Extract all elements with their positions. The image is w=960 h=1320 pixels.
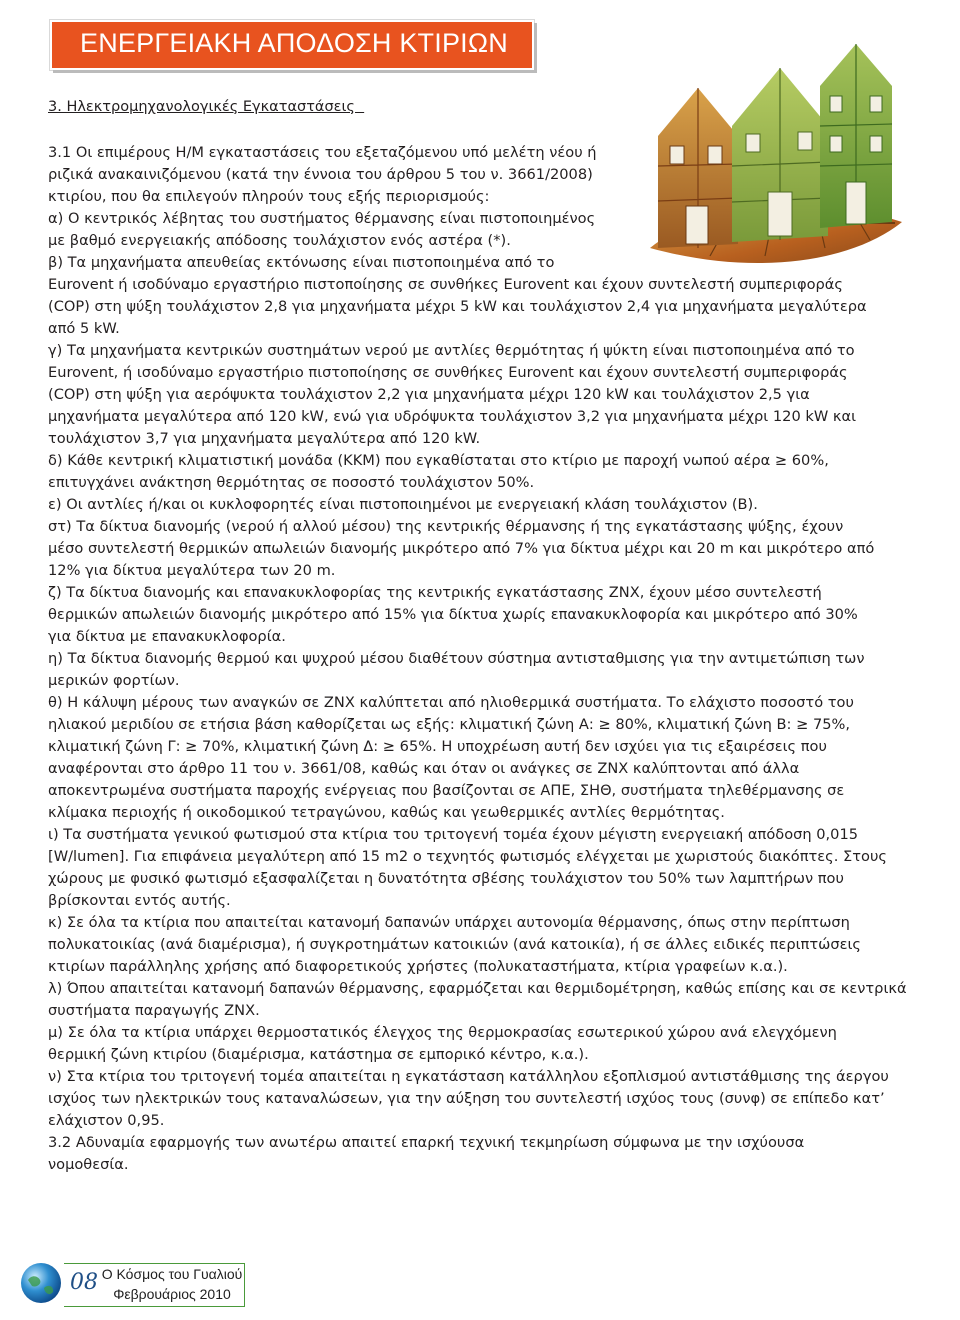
text-line: θερμικών απωλειών διανομής μικρότερο από 15% για δίκτυα χωρίς επανακυκλοφορία και μικρότερο από 30%	[48, 606, 858, 623]
paragraph-th	[48, 692, 854, 824]
text-line: πολυκατοικίας (ανά διαμέρισμα), ή συγκροτημάτων κατοικιών (ανά κατοικία), ή σε άλλες ειδικές περιπτώσεις	[48, 936, 861, 953]
text-line: ισχύος των ηλεκτρικών τους καταναλώσεων, για την αύξηση του συντελεστή ισχύος τους (συνφ) σε επίπεδο κατ’	[48, 1090, 885, 1107]
text-line: νομοθεσία.	[48, 1156, 129, 1173]
text-line: η) Τα δίκτυα διανομής θερμού και ψυχρού μέσου διαθέτουν σύστημα αντισταθμισης για την αντιμετώπιση των	[48, 650, 865, 667]
text-line: συστήματα παραγωγής ΖΝΧ.	[48, 1002, 260, 1019]
text-line: κλίμακα περιοχής ή οικοδομικού τετραγώνου, καθώς και γεωθερμικές αντλίες θερμότητας.	[48, 804, 725, 821]
text-line: με βαθμό ενεργειακής απόδοσης τουλάχιστον ενός αστέρα (*).	[48, 232, 511, 249]
text-line: 12% για δίκτυα μεγαλύτερα των 20 m.	[48, 562, 336, 579]
house-middle	[732, 68, 828, 242]
paragraph-st	[48, 516, 874, 582]
text-line: αποκεντρωμένα συστήματα παροχής ενέργειας που βασίζονται σε ΑΠΕ, ΣΗΘ, συστήματα τηλεθέρμανσης σε	[48, 782, 845, 799]
paragraph-z	[48, 582, 858, 648]
text-line: 3.1 Οι επιμέρους Η/Μ εγκαταστάσεις του εξεταζόμενου υπό μελέτη νέου ή	[48, 144, 597, 161]
text-line: κτιρίων παράλληλης χρήσης από διαφορετικούς χρήστες (πολυκαταστήματα, κτίρια γραφείων κ.α.).	[48, 958, 788, 975]
paragraph-d	[48, 450, 829, 494]
text-line: κλιματική ζώνη Γ: ≥ 70%, κλιματική ζώνη Δ: ≥ 65%. Η υποχρέωση αυτή δεν ισχύει για τις εξαιρέσεις που	[48, 738, 827, 755]
text-line: (COP) στη ψύξη για αερόψυκτα τουλάχιστον 2,2 για μηχανήματα μέχρι 120 kW και τουλάχιστον 2,5 για	[48, 386, 810, 403]
text-line: θ) Η κάλυψη μέρους των αναγκών σε ΖΝΧ καλύπτεται από ηλιοθερμικά συστήματα. Το ελάχιστο ποσοστό του	[48, 694, 854, 711]
text-line: ε) Οι αντλίες ή/και οι κυκλοφορητές είναι πιστοποιημένοι με ενεργειακή κλάση τουλάχιστον (Β).	[48, 496, 758, 513]
text-line: βρίσκονται εντός αυτής.	[48, 892, 231, 909]
text-line: δ) Κάθε κεντρική κλιματιστική μονάδα (ΚΚΜ) που εγκαθίσταται στο κτίριο με παροχή νωπού αέρα ≥ 60%,	[48, 452, 829, 469]
text-line: [W/lumen]. Για επιφάνεια μεγαλύτερη από 15 m2 ο τεχνητός φωτισμός ελέγχεται με χωριστούς διακόπτες. Στους	[48, 848, 887, 865]
text-line: Eurovent, ή ισοδύναμο εργαστήριο πιστοποίησης σε συνθήκες Eurovent και έχουν συντελεστή συμπεριφοράς	[48, 364, 848, 381]
paragraph-3-1	[48, 142, 597, 252]
text-line: μ) Σε όλα τα κτίρια υπάρχει θερμοστατικός έλεγχος της θερμοκρασίας εσωτερικού χώρου ανά ελεγχόμενη	[48, 1024, 837, 1041]
paragraph-m	[48, 1022, 837, 1066]
text-line: αναφέρονται στο άρθρο 11 του ν. 3661/08, καθώς και όταν οι ανάγκες σε ΖΝΧ καλύπτονται από άλλα	[48, 760, 800, 777]
leaf-houses-illustration	[640, 16, 910, 278]
text-line: μέσο συντελεστή θερμικών απωλειών διανομής μικρότερο από 7% για δίκτυα μέχρι και 20 m και μικρότερο από	[48, 540, 875, 557]
issue-date: Φεβρουάριος 2010	[113, 1286, 231, 1302]
text-line: γ) Τα μηχανήματα κεντρικών συστημάτων νερού με αντλίες θερμότητας ή ψύκτη είναι πιστοποιημένα από το	[48, 342, 855, 359]
globe-icon	[20, 1262, 62, 1304]
text-line: κτιρίου, που θα επιλεγούν πληρούν τους εξής περιορισμούς:	[48, 188, 490, 205]
text-line: (COP) στη ψύξη τουλάχιστον 2,8 για μηχανήματα μέχρι 5 kW και τουλάχιστον 2,4 για μηχανήματα μεγαλύτερα	[48, 298, 867, 315]
paragraph-3-2	[48, 1132, 804, 1176]
paragraph-n	[48, 1066, 889, 1132]
text-line: κ) Σε όλα τα κτίρια που απαιτείται κατανομή δαπανών υπάρχει αυτονομία θέρμανσης, όπως στην περίπτωση	[48, 914, 850, 931]
text-line: θερμική ζώνη κτιρίου (διαμέρισμα, κατάστημα σε εμπορικό κέντρο, κ.α.).	[48, 1046, 589, 1063]
text-line: μηχανήματα μεγαλύτερα από 120 kW, ενώ για υδρόψυκτα τουλάχιστον 3,2 για μηχανήματα μέχρι 120 kW και	[48, 408, 857, 425]
text-line: χώρους με φυσικό φωτισμό εξασφαλίζεται η δυνατότητα σβέσης τουλάχιστον του 50% των λαμπτήρων που	[48, 870, 844, 887]
paragraph-l	[48, 978, 907, 1022]
header-banner	[50, 20, 534, 70]
text-line: ηλιακού μεριδίου σε ετήσια βάση καθορίζεται ως εξής: κλιματική ζώνη Α: ≥ 80%, κλιματική ζώνη Β: ≥ 75%,	[48, 716, 851, 733]
publication-name: Ο Κόσμος του Γυαλιού	[101, 1266, 243, 1282]
section-heading: 3. Ηλεκτρομηχανολογικές Εγκαταστάσεις	[48, 99, 365, 115]
page-number: 08	[70, 1270, 98, 1295]
text-line: ριζικά ανακαινιζόμενου (κατά την έννοια του άρθρου 5 του ν. 3661/2008)	[48, 166, 593, 183]
paragraph-c	[48, 340, 856, 450]
house-right	[820, 44, 892, 228]
text-line: ζ) Τα δίκτυα διανομής και επανακυκλοφορίας της κεντρικής εγκατάστασης ΖΝΧ, έχουν μέσο συντελεστή	[48, 584, 822, 601]
paragraph-k	[48, 912, 861, 978]
text-line: από 5 kW.	[48, 320, 120, 337]
text-line: για δίκτυα με επανακυκλοφορία.	[48, 628, 286, 645]
paragraph-i	[48, 648, 865, 692]
paragraph-iota	[48, 824, 887, 912]
paragraph-b	[48, 252, 867, 340]
text-line: τουλάχιστον 3,7 για μηχανήματα μεγαλύτερα από 120 kW.	[48, 430, 481, 447]
text-line: επιτυγχάνει ανάκτηση θερμότητας σε ποσοστό τουλάχιστον 50%.	[48, 474, 535, 491]
text-line: στ) Τα δίκτυα διανομής (νερού ή αλλού μέσου) της κεντρικής θέρμανσης ή της εγκατάστασης ψύξης, έχουν	[48, 518, 844, 535]
text-line: α) Ο κεντρικός λέβητας του συστήματος θέρμανσης είναι πιστοποιημένος	[48, 210, 596, 227]
text-line: β) Τα μηχανήματα απευθείας εκτόνωσης είναι πιστοποιημένα από το	[48, 254, 555, 271]
text-line: μερικών φορτίων.	[48, 672, 180, 689]
house-left	[658, 88, 738, 248]
paragraph-e	[48, 494, 758, 516]
text-line: 3.2 Αδυναμία εφαρμογής των ανωτέρω απαιτεί επαρκή τεχνική τεκμηρίωση σύμφωνα με την ισχύουσα	[48, 1134, 805, 1151]
banner-title: ΕΝΕΡΓΕΙΑΚΗ ΑΠΟΔΟΣΗ ΚΤΙΡΙΩΝ	[80, 28, 508, 58]
text-line: λ) Όπου απαιτείται κατανομή δαπανών θέρμανσης, εφαρμόζεται και θερμιδομέτρηση, καθώς επίσης και σε κεντρικά	[48, 980, 907, 997]
text-line: ελάχιστον 0,95.	[48, 1112, 165, 1129]
text-line: ν) Στα κτίρια του τριτογενή τομέα απαιτείται η εγκατάσταση κατάλληλου εξοπλισμού αντιστάθμισης της άεργου	[48, 1068, 889, 1085]
text-line: ι) Τα συστήματα γενικού φωτισμού στα κτίρια του τριτογενή τομέα έχουν μέγιστη ενεργειακή απόδοση 0,015	[48, 826, 859, 843]
text-line: Eurovent ή ισοδύναμο εργαστήριο πιστοποίησης σε συνθήκες Eurovent και έχουν συντελεστή συμπεριφοράς	[48, 276, 843, 293]
